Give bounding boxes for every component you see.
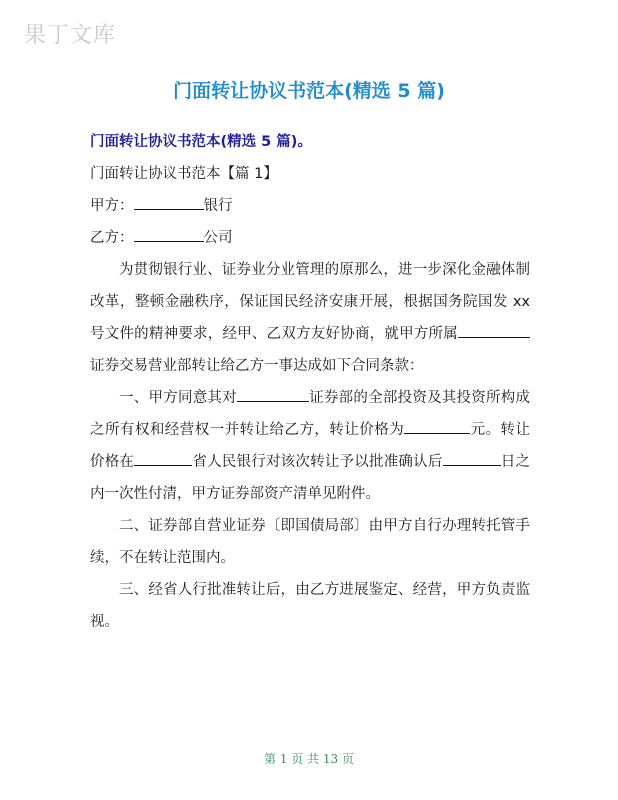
page-footer: 第 1 页 共 13 页: [264, 752, 354, 766]
preamble-blank: [458, 323, 530, 338]
clause-1-text-5: 日之内一次性付清，甲方证券部资产清单见附件。: [90, 454, 531, 502]
party-a-blank: [134, 195, 204, 210]
paragraph-preamble: [90, 254, 530, 382]
preamble-text-1: 为贯彻银行业、证券业分业管理的原那么，进一步深化金融体制改革，整顿金融秩序，保证国民经济安康开展，根据国务院国发 xx 号文件的精神要求，经甲、乙双方友好协商，就甲方所属: [90, 262, 530, 342]
paragraph-clause-3: 三、经省人行批准转让后，由乙方进展鉴定、经营，甲方负责监视。: [90, 582, 530, 630]
party-b-label: 乙方：: [90, 230, 134, 246]
party-a-suffix: 银行: [203, 198, 233, 214]
clause-1-text-2: 证券部的全部投资及其投资所构成之所有权和经营权一并转让给乙方，转让价格为: [90, 390, 531, 438]
party-b-line: [90, 222, 530, 254]
clause-1-blank-3: [134, 451, 192, 466]
paragraph-clause-2: 二、证券部自营业证券〔即国债局部〕由甲方自行办理转托管手续，不在转让范围内。: [90, 518, 530, 566]
section-heading: 门面转让协议书范本(精选 5 篇)。: [90, 134, 312, 150]
party-b-suffix: 公司: [203, 230, 233, 246]
clause-1-blank-2b: [444, 419, 470, 434]
paragraph-clause-1: [90, 382, 530, 510]
party-b-blank: [134, 227, 204, 242]
clause-1-blank-4: [443, 451, 501, 466]
clause-1-blank-1: [237, 387, 309, 402]
preamble-text-2: 证券交易营业部转让给乙方一事达成如下合同条款：: [90, 358, 424, 374]
document-body: [90, 126, 530, 638]
clause-1-blank-2a: [404, 419, 444, 434]
document-title: 门面转让协议书范本(精选 5 篇): [173, 80, 445, 102]
party-a-label: 甲方：: [90, 198, 134, 214]
article-subheading: 门面转让协议书范本【篇 1】: [90, 166, 278, 182]
clause-1-text-3: 元。转让价格在: [90, 422, 531, 470]
clause-1-text-4: 省人民银行对该次转让予以批准确认后: [192, 454, 443, 470]
watermark-logo: 果丁文库: [24, 23, 117, 48]
clause-1-text-1: 一、甲方同意其对: [119, 390, 237, 406]
party-a-line: [90, 190, 530, 222]
